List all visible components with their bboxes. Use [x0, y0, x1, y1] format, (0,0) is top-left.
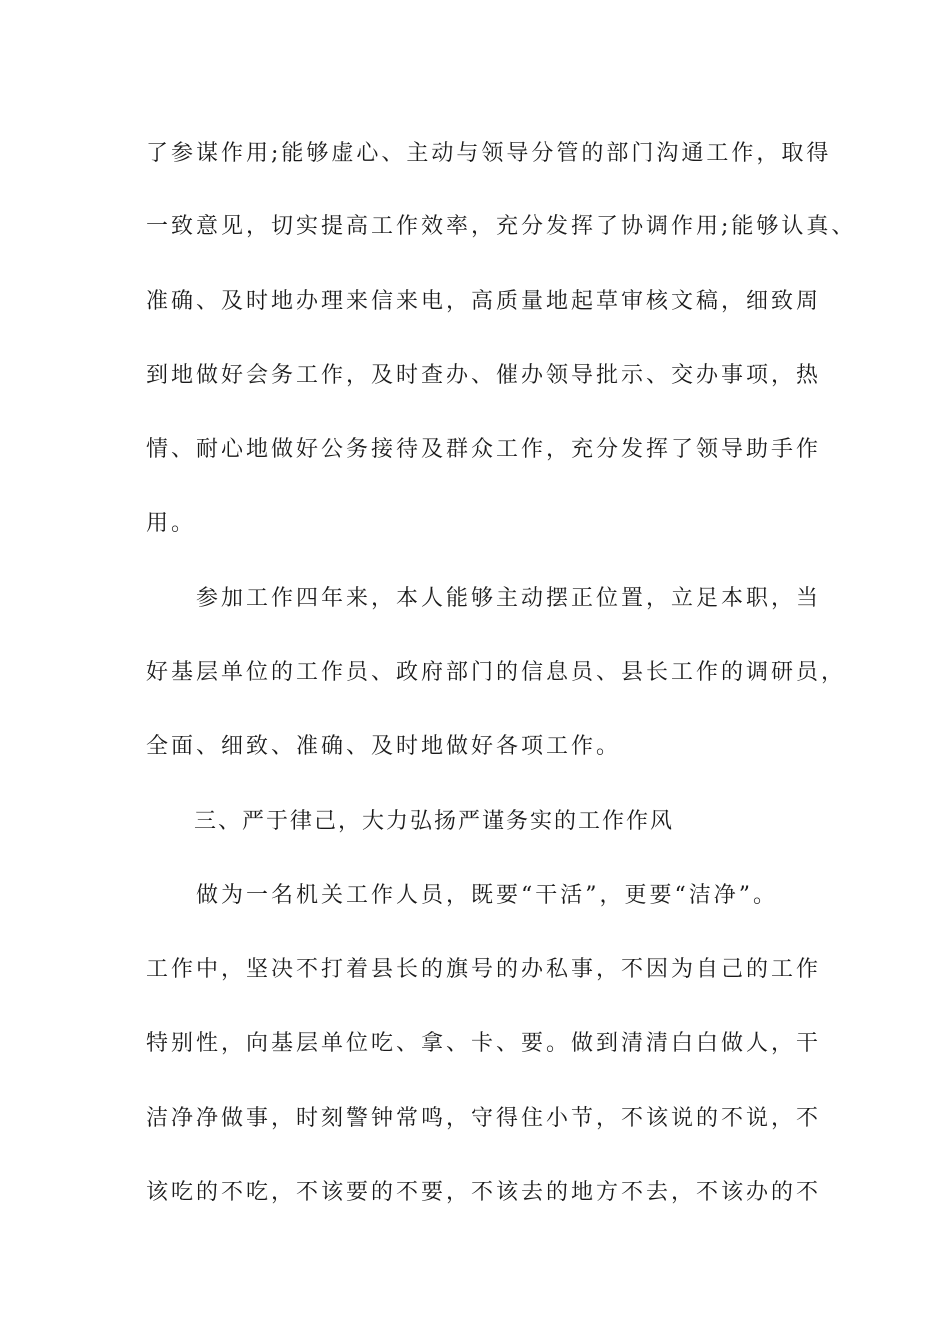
paragraph-first-line: 参加工作四年来，本人能够主动摆正位置，立足本职，当 [196, 586, 822, 611]
text-line: 一致意见，切实提高工作效率，充分发挥了协调作用;能够认真、 [146, 214, 857, 239]
text-line: 工作中，坚决不打着县长的旗号的办私事，不因为自己的工作 [146, 957, 822, 982]
text-line: 到地做好会务工作，及时查办、催办领导批示、交办事项，热 [146, 363, 822, 388]
text-line: 用。 [146, 511, 197, 536]
text-line: 该吃的不吃，不该要的不要，不该去的地方不去，不该办的不 [146, 1180, 822, 1205]
text-line: 特别性，向基层单位吃、拿、卡、要。做到清清白白做人，干 [146, 1031, 822, 1056]
text-line: 好基层单位的工作员、政府部门的信息员、县长工作的调研员， [146, 660, 847, 685]
text-line: 情、耐心地做好公务接待及群众工作，充分发挥了领导助手作 [146, 437, 822, 462]
text-line: 准确、及时地办理来信来电，高质量地起草审核文稿，细致周 [146, 289, 822, 314]
text-line: 了参谋作用;能够虚心、主动与领导分管的部门沟通工作，取得 [146, 141, 832, 166]
section-heading: 三、严于律己，大力弘扬严谨务实的工作作风 [194, 809, 675, 834]
text-line: 全面、细致、准确、及时地做好各项工作。 [146, 734, 622, 759]
paragraph-first-line: 做为一名机关工作人员，既要“干活”，更要“洁净”。 [196, 883, 778, 908]
text-line: 洁净净做事，时刻警钟常鸣，守得住小节，不该说的不说，不 [146, 1106, 822, 1131]
